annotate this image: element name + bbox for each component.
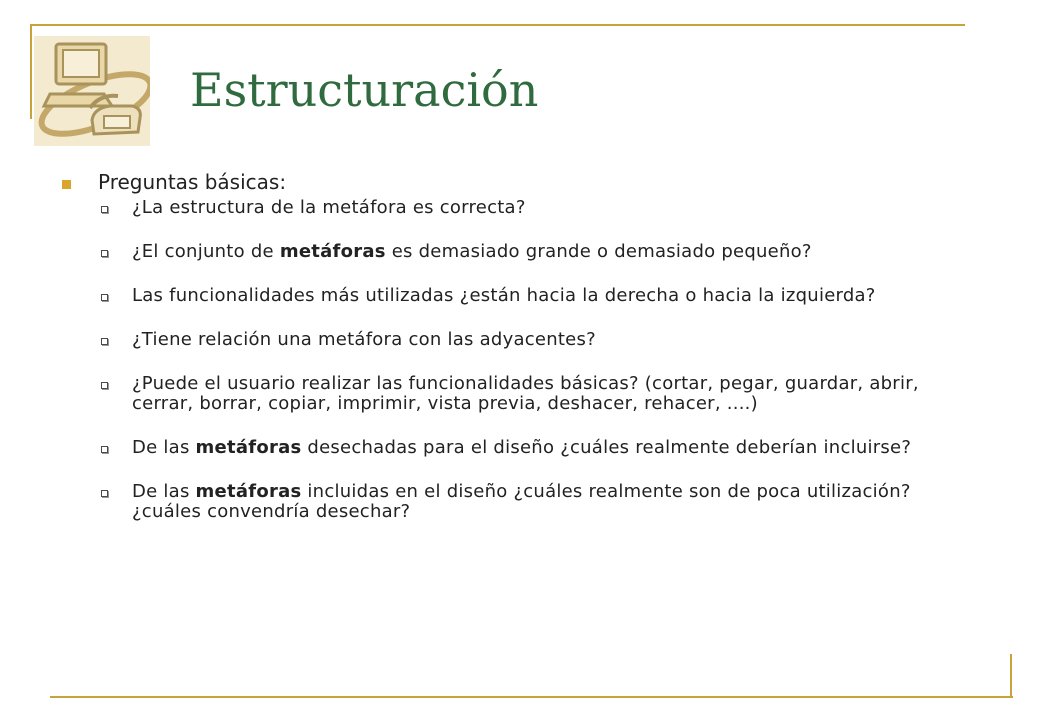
frame-left-line [30, 24, 32, 119]
slide-content [60, 168, 980, 546]
sub-bullet-item [60, 330, 980, 350]
checkbox-bullet-icon [101, 250, 108, 257]
sub-bullet-item [60, 482, 980, 522]
sub-bullet-text: es demasiado grande o demasiado pequeño? [385, 241, 812, 262]
sub-bullet-text: incluidas en el diseño ¿cuáles realmente son de poca utilización? ¿cuáles convendría desechar? [132, 481, 911, 522]
sub-bullet-emphasis: metáforas [195, 481, 302, 502]
sub-bullet-text: Las funcionalidades más utilizadas ¿están hacia la derecha o hacia la izquierda? [132, 285, 876, 306]
checkbox-bullet-icon [101, 446, 108, 453]
slide-title: Estructuración [190, 63, 539, 117]
computer-telephone-icon [34, 36, 150, 146]
frame-bottom-line [50, 696, 1013, 698]
sub-bullet-item [60, 198, 980, 218]
sub-bullet-text: ¿La estructura de la metáfora es correcta? [132, 197, 526, 218]
main-bullet-text: Preguntas básicas: [98, 170, 287, 194]
main-bullet [60, 168, 980, 196]
sub-bullet-text: De las [132, 481, 196, 502]
sub-bullet-emphasis: metáforas [279, 241, 386, 262]
checkbox-bullet-icon [101, 490, 108, 497]
frame-top-line [30, 24, 965, 26]
sub-bullet-text: desechadas para el diseño ¿cuáles realmente deberían incluirse? [301, 437, 912, 458]
frame-right-line [1010, 654, 1012, 698]
sub-bullet-text: ¿Puede el usuario realizar las funcionalidades básicas? (cortar, pegar, guardar, abrir, cerrar, borrar, copiar, imprimir, vista previa, deshacer, rehacer, ....) [132, 373, 919, 414]
sub-bullet-item [60, 374, 980, 414]
sub-bullet-item [60, 242, 980, 262]
sub-bullet-text: ¿Tiene relación una metáfora con las adyacentes? [132, 329, 596, 350]
sub-bullet-item [60, 438, 980, 458]
sub-bullet-text: ¿El conjunto de [132, 241, 280, 262]
checkbox-bullet-icon [101, 294, 108, 301]
checkbox-bullet-icon [101, 206, 108, 213]
checkbox-bullet-icon [101, 338, 108, 345]
sub-bullet-emphasis: metáforas [195, 437, 302, 458]
square-bullet-icon [62, 180, 71, 189]
sub-bullet-item [60, 286, 980, 306]
sub-bullet-text: De las [132, 437, 196, 458]
checkbox-bullet-icon [101, 382, 108, 389]
